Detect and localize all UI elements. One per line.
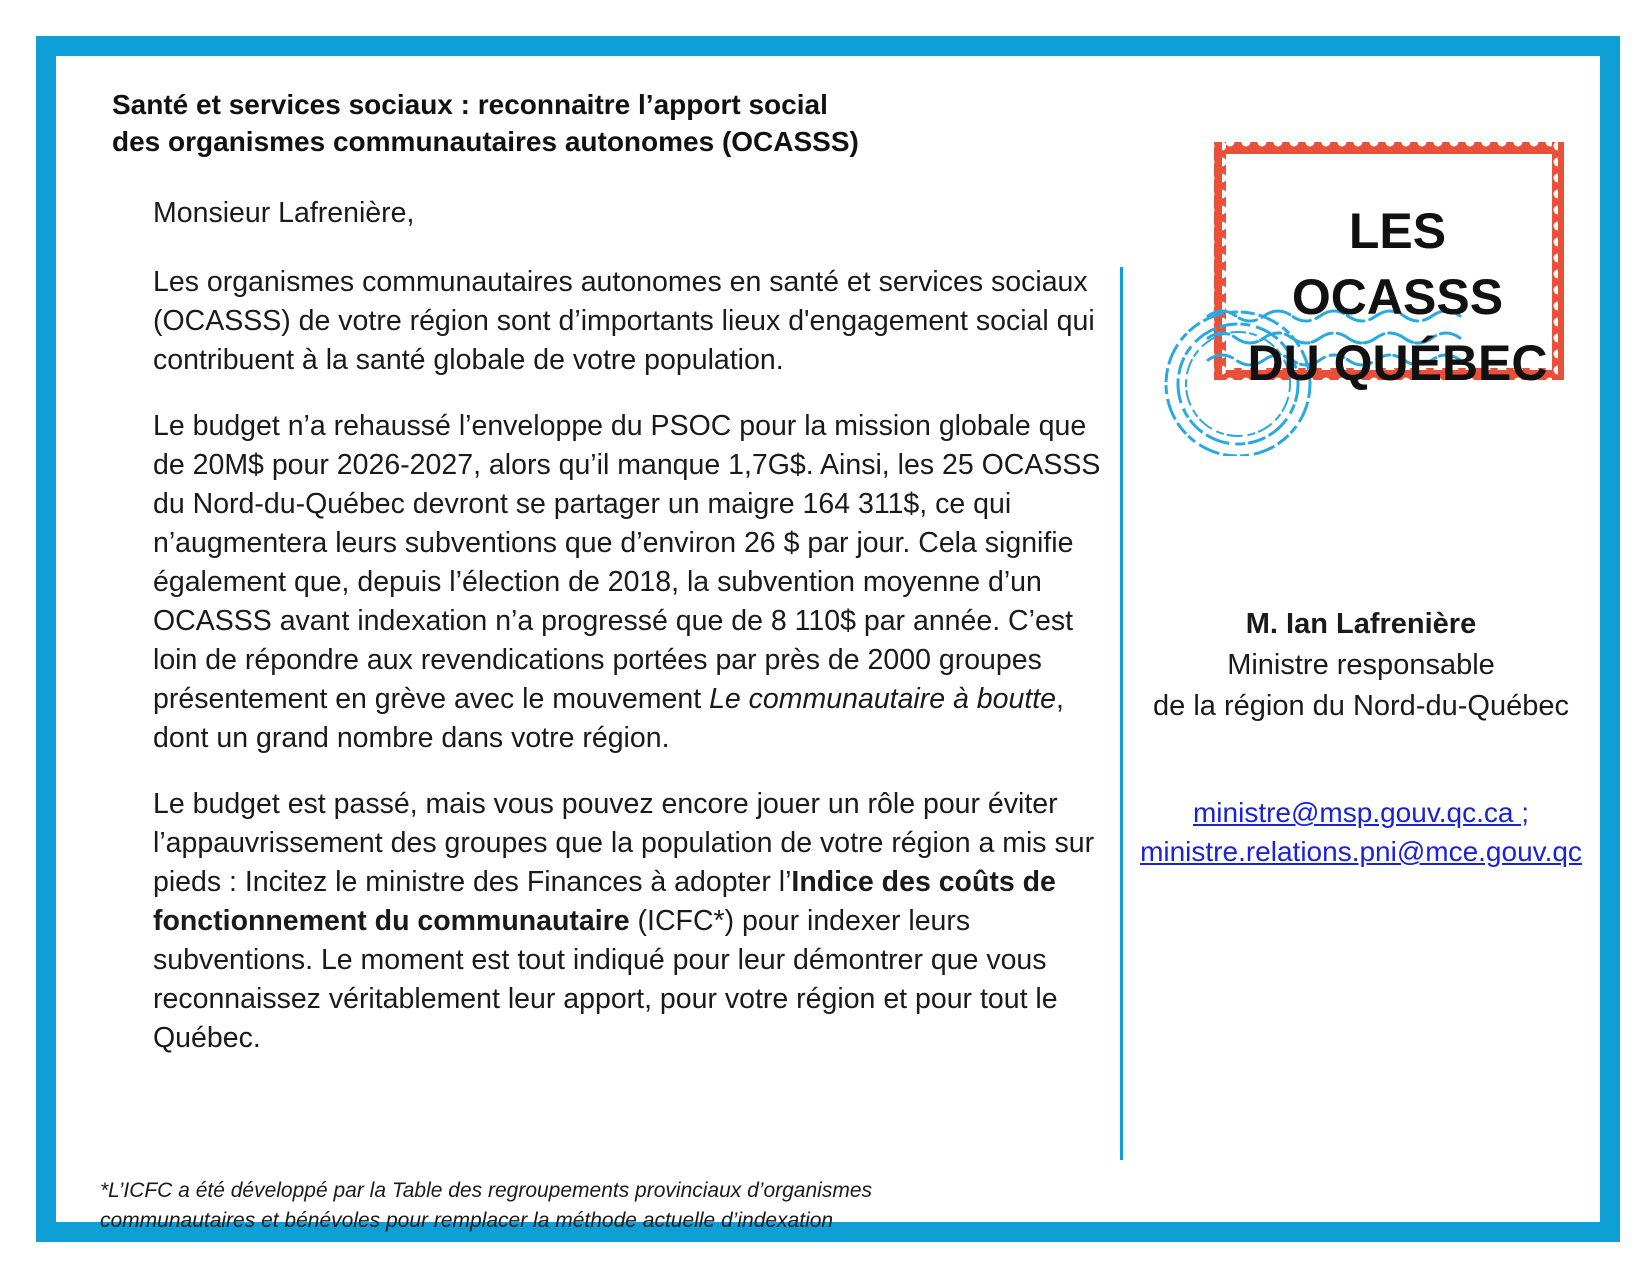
email-link-mce[interactable]: ministre.relations.pni@mce.gouv.qc (1140, 836, 1582, 867)
stamp-title-line-2: DU QUÉBEC (1247, 335, 1548, 391)
postcard-heading (112, 86, 1112, 160)
email-links (1111, 793, 1611, 871)
heading-line-1: Santé et services sociaux : reconnaitre l’apport social (112, 89, 828, 120)
heading-line-2: des organismes communautaires autonomes (OCASSS) (112, 126, 859, 157)
recipient-title-line-1: Ministre responsable (1227, 649, 1495, 681)
stamp-border-left (1214, 142, 1226, 380)
vertical-divider (1120, 267, 1123, 1160)
letter-paragraph-1: Les organismes communautaires autonomes en santé et services sociaux (OCASSS) de votre région sont d’importants lieux d'engagement social qui contribuent à la santé globale de votre population. (153, 266, 1095, 376)
postcard (36, 36, 1620, 1242)
recipient-title-line-2: de la région du Nord-du-Québec (1153, 690, 1569, 722)
footnote (100, 1176, 1100, 1236)
recipient-block (1131, 604, 1591, 727)
letter-greeting: Monsieur Lafrenière, (153, 197, 415, 229)
stamp-title-line-1: LES OCASSS (1291, 203, 1504, 325)
stamp-title (1243, 198, 1552, 396)
email-link-msp[interactable]: ministre@msp.gouv.qc.ca ; (1192, 797, 1529, 828)
letter-body (153, 194, 1113, 1085)
letter-paragraph-3 (153, 785, 1113, 1058)
paragraph-2-end: , dont un grand nombre dans votre région. (153, 683, 1064, 754)
icfc-name: Indice des coûts de fonctionnement du communautaire (153, 866, 1056, 937)
stamp-border-right (1552, 142, 1564, 380)
movement-name: Le communautaire à boutte (709, 683, 1057, 715)
recipient-name: M. Ian Lafrenière (1245, 608, 1477, 640)
stamp (1126, 106, 1626, 456)
paragraph-2-text: Le budget n’a rehaussé l’enveloppe du PSOC pour la mission globale que de 20M$ pour 2026-2027, alors qu’il manque 1,7G$. Ainsi, les 25 OCASSS du Nord-du-Québec devront se partager un maigre 164 311$, ce qui n’augmentera leurs subventions que d’environ 26 $ par jour. Cela signifie également que, depuis l’élection de 2018, la subvention moyenne d’un OCASSS avant indexation n’a progressé que de 8 110$ par année. C’est loin de répondre aux revendications portées par près de 2000 groupes présentement en grève avec le mouvement (153, 410, 1101, 715)
footnote-line-1: *L’ICFC a été développé par la Table des regroupements provinciaux d’organismes (100, 1179, 873, 1202)
stamp-border-top (1214, 142, 1564, 154)
paragraph-3-text: Le budget est passé, mais vous pouvez encore jouer un rôle pour éviter l’appauvrissement des groupes que la population de votre région a mis sur pieds : Incitez le ministre des Finances à adopter l’ (153, 788, 1095, 898)
letter-paragraph-2 (153, 407, 1113, 758)
footnote-line-2: communautaires et bénévoles pour remplacer la méthode actuelle d’indexation (100, 1209, 834, 1232)
paragraph-3-end: (ICFC*) pour indexer leurs subventions. Le moment est tout indiqué pour leur démontrer que vous reconnaissez véritablement leur apport, pour votre région et pour tout le Québec. (153, 905, 1058, 1054)
